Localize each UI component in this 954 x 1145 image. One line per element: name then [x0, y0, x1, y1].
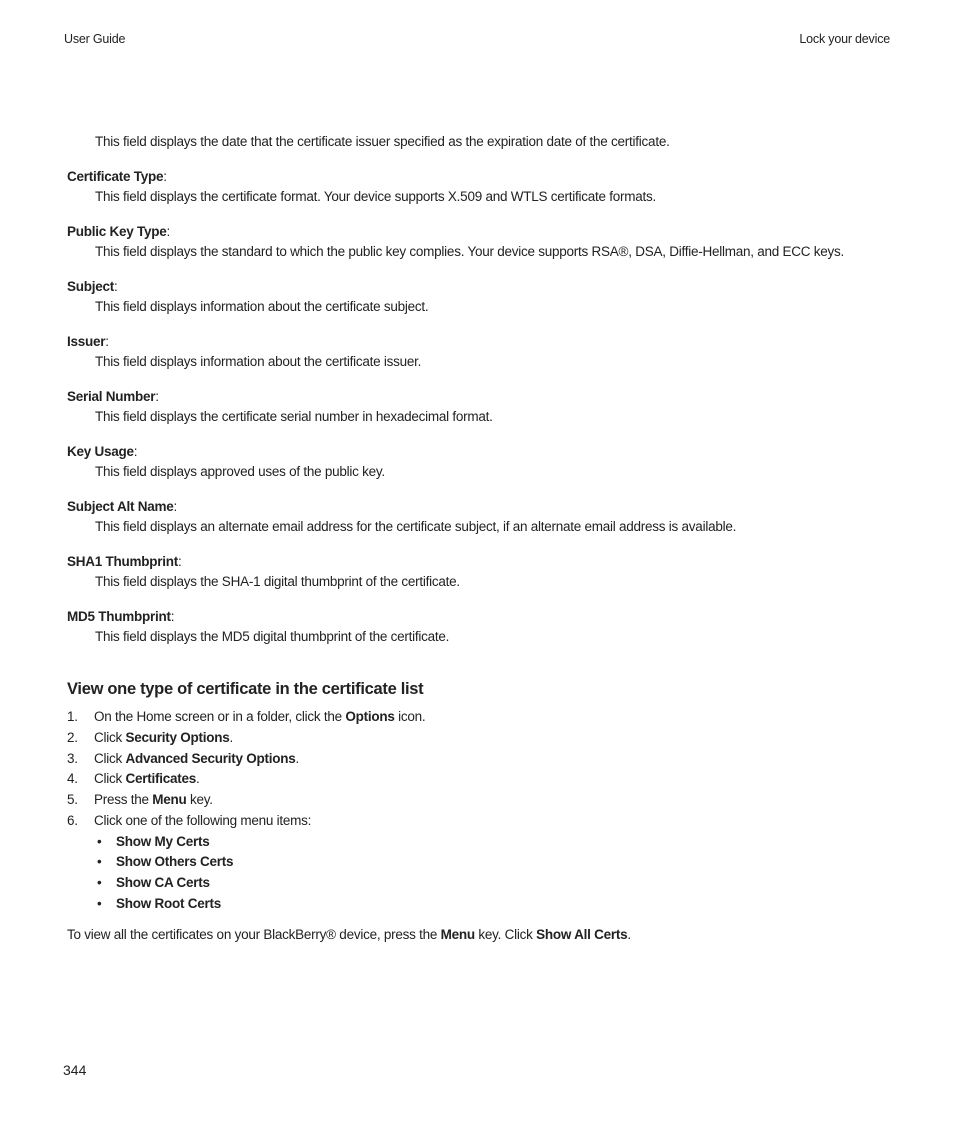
field-description: This field displays the certificate serial number in hexadecimal format.: [95, 409, 493, 424]
field-term: MD5 Thumbprint: [67, 609, 171, 624]
menu-item-show-root-certs: • Show Root Certs: [94, 894, 887, 915]
field-term: Subject: [67, 279, 115, 294]
field-term: Key Usage: [67, 444, 134, 459]
field-sha1-thumbprint: SHA1 Thumbprint: This field displays the SHA-1 digital thumbprint of the certificate.: [67, 552, 887, 592]
field-description: This field displays the MD5 digital thumbprint of the certificate.: [95, 629, 450, 644]
steps-list: [67, 707, 887, 832]
bullet-icon: •: [97, 874, 102, 890]
field-term: Public Key Type: [67, 224, 167, 239]
field-issuer: Issuer: This field displays information about the certificate issuer.: [67, 332, 887, 372]
ui-term: Advanced Security Options: [125, 750, 296, 766]
field-description: This field displays information about the certificate issuer.: [95, 354, 422, 369]
step-item: 4. Click Certificates.: [67, 769, 887, 790]
section-heading: View one type of certificate in the certificate list: [67, 680, 424, 698]
step-number: 6.: [67, 812, 78, 828]
field-key-usage: Key Usage: This field displays approved uses of the public key.: [67, 442, 887, 482]
field-term: Subject Alt Name: [67, 499, 174, 514]
bullet-icon: •: [97, 895, 102, 911]
step-item: 2. Click Security Options.: [67, 728, 887, 749]
header-chapter-title: Lock your device: [799, 32, 890, 46]
field-subject: Subject: This field displays information about the certificate subject.: [67, 277, 887, 317]
step-number: 1.: [67, 709, 78, 724]
page-content: [67, 132, 887, 945]
step-number: 2.: [67, 729, 78, 745]
field-description: This field displays the SHA-1 digital thumbprint of the certificate.: [95, 574, 460, 589]
ui-term: Menu: [440, 927, 475, 943]
ui-term: Certificates: [125, 771, 197, 787]
field-public-key-type: Public Key Type: This field displays the standard to which the public key complies. Your device supports RSA®, DSA, Diffie-Hellman, and ECC keys.: [67, 222, 887, 262]
step-item: 5. Press the Menu key.: [67, 790, 887, 811]
step-item: 1. On the Home screen or in a folder, click the Options icon.: [67, 707, 887, 728]
field-description: This field displays the standard to which the public key complies. Your device supports RSA®, DSA, Diffie-Hellman, and ECC keys.: [95, 244, 845, 259]
field-subject-alt-name: Subject Alt Name: This field displays an alternate email address for the certificate subject, if an alternate email address is available.: [67, 497, 887, 537]
intro-description: This field displays the date that the certificate issuer specified as the expiration date of the certificate.: [95, 134, 670, 149]
step-number: 5.: [67, 792, 78, 808]
field-md5-thumbprint: MD5 Thumbprint: This field displays the MD5 digital thumbprint of the certificate.: [67, 607, 887, 647]
field-description: This field displays the certificate format. Your device supports X.509 and WTLS certificate formats.: [95, 189, 657, 204]
menu-item-show-my-certs: • Show My Certs: [94, 832, 887, 853]
step-number: 4.: [67, 771, 78, 787]
header-guide-title: User Guide: [64, 32, 126, 46]
field-list: [67, 167, 887, 647]
field-term: Certificate Type: [67, 169, 164, 184]
page-number: 344: [63, 1062, 87, 1078]
ui-term: Security Options: [125, 729, 230, 745]
bullet-icon: •: [97, 833, 102, 849]
field-term: Serial Number: [67, 389, 156, 404]
field-description: This field displays approved uses of the public key.: [95, 464, 385, 479]
field-description: This field displays an alternate email address for the certificate subject, if an alternate email address is available.: [95, 519, 737, 534]
field-certificate-type: Certificate Type: This field displays the certificate format. Your device supports X.509 and WTLS certificate formats.: [67, 167, 887, 207]
step-item: 3. Click Advanced Security Options.: [67, 749, 887, 770]
ui-term: Menu: [152, 792, 187, 808]
menu-items-list: [67, 832, 887, 914]
field-description: This field displays information about the certificate subject.: [95, 299, 429, 314]
step-number: 3.: [67, 750, 78, 766]
field-term: SHA1 Thumbprint: [67, 554, 178, 569]
ui-term: Show All Certs: [536, 927, 628, 943]
bullet-icon: •: [97, 854, 102, 870]
field-term: Issuer: [67, 334, 106, 349]
note-paragraph: To view all the certificates on your BlackBerry® device, press the Menu key. Click Show All Certs.: [67, 927, 631, 943]
menu-item-show-others-certs: • Show Others Certs: [94, 852, 887, 873]
step-item: 6. Click one of the following menu items:: [67, 811, 887, 832]
menu-item-show-ca-certs: • Show CA Certs: [94, 873, 887, 894]
ui-term: Options: [345, 709, 395, 724]
field-serial-number: Serial Number: This field displays the certificate serial number in hexadecimal format.: [67, 387, 887, 427]
